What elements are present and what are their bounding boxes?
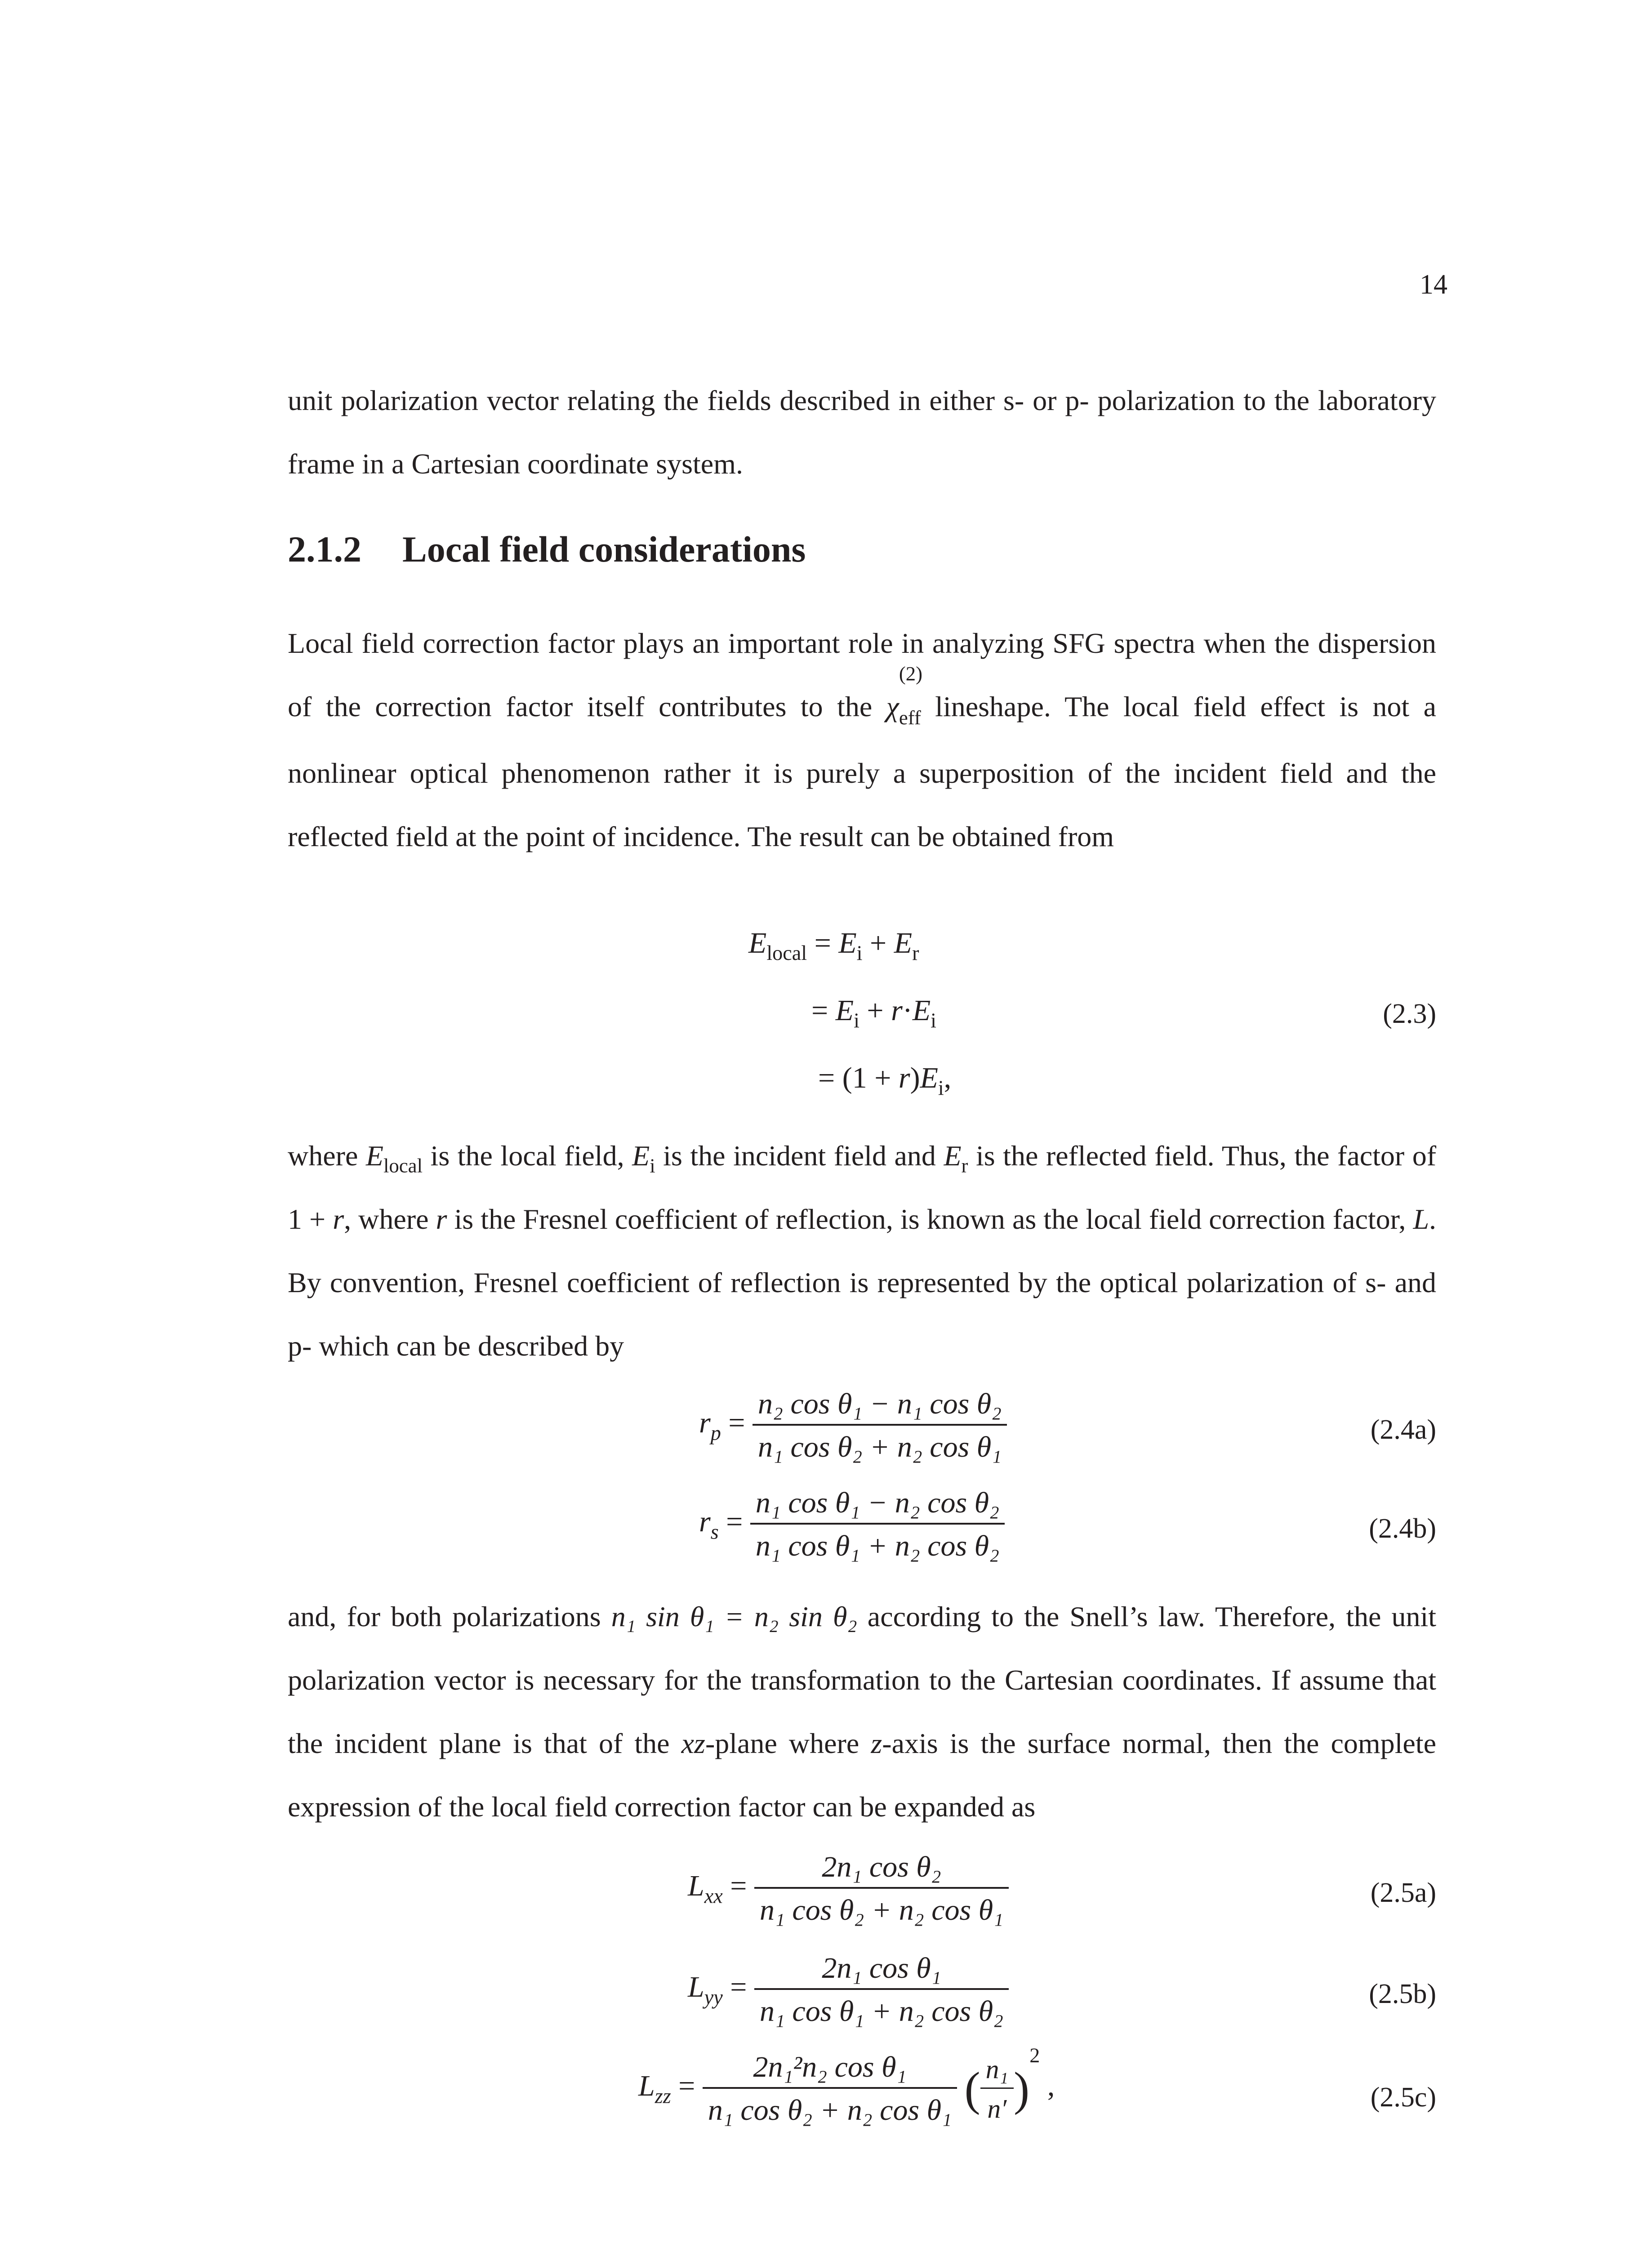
equation-body: $r_p$ = $\frac{\text{n₂ cos θ₁ − n₁ cos θ₂}}{\text{n₁ cos θ₂ + n₂ cos θ₁}}$ [699,1387,1007,1464]
equation-body: = $(1 + r)E_i$, [818,1062,952,1100]
section-number: 2.1.2 [288,529,361,570]
paragraph-text: Local field correction factor plays an important role in analyzing SFG spectra when the dispersion of the correction factor itself contributes to the [288,627,1436,723]
equation-body: $L_{zz}$ = $\frac{\text{2n₁²n₂ cos θ₁}}{\text{n₁ cos θ₂ + n₂ cos θ₁}}$ ( $\frac{\text{n₁}}{n'}$ )$^2$ , [638,2044,1055,2127]
paragraph-local-field [288,611,1436,868]
section-title: Local field considerations [402,529,806,570]
paragraph-fresnel: where $E_{local}$ is the local field, $E_i$ is the incident field and $E_r$ is the reflected field. Thus, the factor of 1 + r, where r is the Fresnel coefficient of reflection, is known as the local field correction factor, L. By convention, Fresnel coefficient of reflection is represented by the optical polarization of s- and p- which can be described by [288,1140,1437,1362]
left-paren: ( [964,2062,980,2115]
equation-number: (2.5a) [1370,1878,1436,1908]
equation-number: (2.5b) [1369,1979,1436,2009]
equation-2-3-line1 [288,926,1436,980]
fraction-inner: $\frac{\text{n₁}}{n'}$ [980,2054,1014,2124]
page-number: 14 [1420,269,1447,300]
chi-superscript: (2) [899,662,923,685]
paragraph-intro-text: unit polarization vector relating the fields described in either s- or p- polarization to the laboratory frame in a Cartesian coordinate system. [288,384,1436,480]
equation-2-4a [288,1387,1436,1486]
equation-number: (2.4b) [1369,1513,1436,1544]
equation-2-3-line3 [288,1061,1436,1115]
equation-number: (2.5c) [1370,2082,1436,2113]
equation-2-4b [288,1486,1436,1585]
chi-subscript: eff [899,706,921,729]
right-paren: ) [1014,2062,1030,2115]
equation-body: $L_{xx}$ = $\frac{\text{2n₁ cos θ₂}}{\text{n₁ cos θ₂ + n₂ cos θ₁}}$ [688,1850,1009,1927]
equation-body: $L_{yy}$ = $\frac{\text{2n₁ cos θ₁}}{\text{n₁ cos θ₁ + n₂ cos θ₂}}$ [688,1951,1009,2029]
equation-2-5b [288,1951,1436,2050]
fraction: $\frac{\text{n₁ cos θ₁ − n₂ cos θ₂}}{\text{n₁ cos θ₁ + n₂ cos θ₂}}$ [750,1486,1005,1563]
equation-body: $r_s$ = $\frac{\text{n₁ cos θ₁ − n₂ cos θ₂}}{\text{n₁ cos θ₁ + n₂ cos θ₂}}$ [699,1486,1005,1563]
fraction: $\frac{\text{2n₁ cos θ₂}}{\text{n₁ cos θ₂ + n₂ cos θ₁}}$ [754,1850,1009,1927]
equation-2-5a [288,1850,1436,1949]
equation-number: (2.4a) [1370,1414,1436,1445]
chi-scripts [899,662,923,741]
paragraph-intro [288,369,1436,495]
fraction: $\frac{\text{2n₁²n₂ cos θ₁}}{\text{n₁ cos θ₂ + n₂ cos θ₁}}$ [703,2050,957,2128]
fraction: $\frac{\text{n₂ cos θ₁ − n₁ cos θ₂}}{\text{n₁ cos θ₂ + n₂ cos θ₁}}$ [753,1387,1007,1464]
equation-2-5c [288,2044,1436,2158]
equation-2-3-line2 [288,994,1436,1048]
paragraph-snell: and, for both polarizations n₁ sin θ₁ = n₂ sin θ₂ according to the Snell’s law. Therefore, the unit polarization vector is necessary for the transformation to the Cartesian coordinates. If assume that the incident plane is that of the xz-plane where z-axis is the surface normal, then the complete expression of the local field correction factor can be expanded as [288,1601,1437,1823]
fraction: $\frac{\text{2n₁ cos θ₁}}{\text{n₁ cos θ₁ + n₂ cos θ₂}}$ [754,1951,1009,2029]
chi-symbol: χ [886,691,899,723]
paragraph-text: lineshape. The local field effect is not a nonlinear optical phenomenon rather it is purely a superposition of the incident field and the reflected field at the point of incidence. The result can be obtained from [288,691,1437,852]
equation-body: = $E_i + r\cdot E_i$ [811,994,936,1032]
equation-body: $E_{local} = E_i + E_r$ [748,927,919,965]
section-heading [288,528,806,571]
equation-number: (2.3) [1383,999,1436,1029]
